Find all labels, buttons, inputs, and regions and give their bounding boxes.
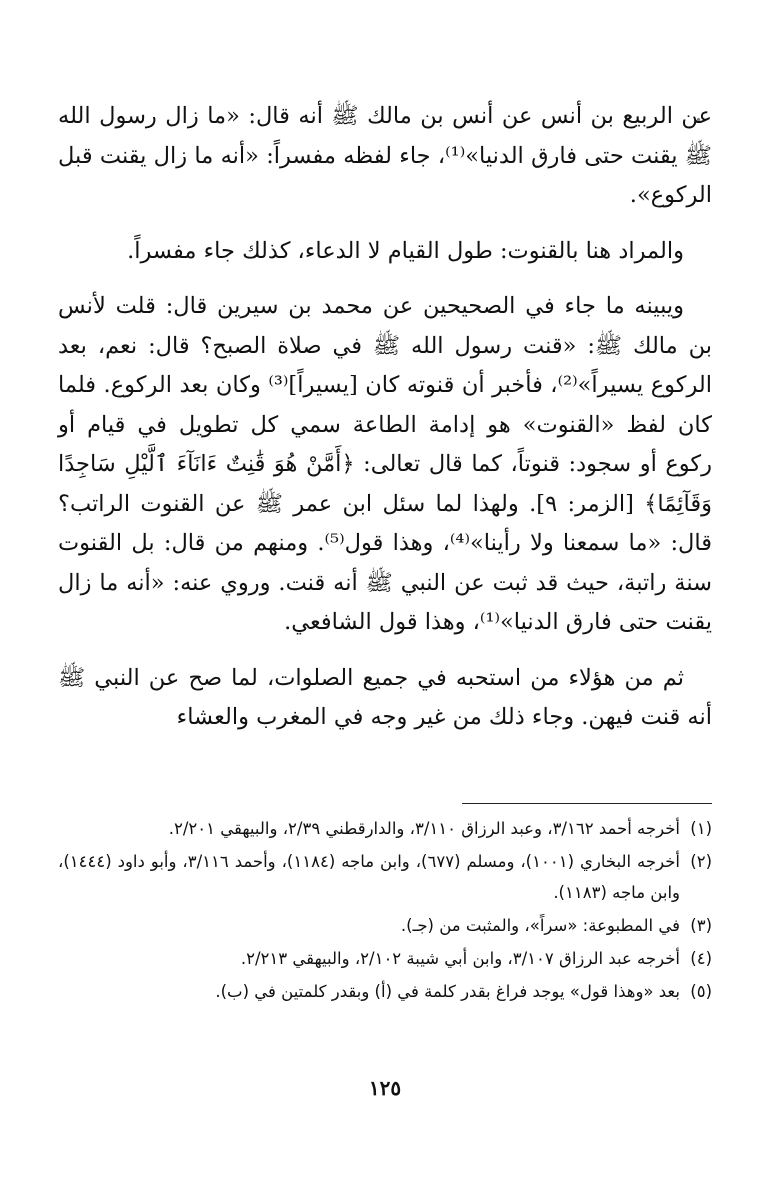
footnote-4 [58, 943, 712, 974]
footnote-text: أخرجه عبد الرزاق ٣/١٠٧، وابن أبي شيبة ٢/١٠٢، والبيهقي ٢/٢١٣. [240, 949, 680, 968]
paragraph-1: عن الربيع بن أنس عن أنس بن مالك ﷺ أنه قال: «ما زال رسول الله ﷺ يقنت حتى فارق الدنيا»⁽¹⁾، جاء لفظه مفسراً: «أنه ما زال يقنت قبل الركوع». [58, 103, 712, 208]
footnote-text: بعد «وهذا قول» يوجد فراغ بقدر كلمة في (أ) وبقدر كلمتين في (ب). [215, 982, 680, 1001]
footnote-text: في المطبوعة: «سراً»، والمثبت من (جـ). [400, 916, 680, 935]
footnote-text: أخرجه البخاري (١٠٠١)، ومسلم (٦٧٧)، وابن ماجه (١١٨٤)، وأحمد ٣/١١٦، وأبو داود (١٤٤٤)، وابن ماجه (١١٨٣). [58, 852, 680, 902]
footnote-number: (١) [690, 819, 712, 838]
footnote-separator [462, 803, 712, 804]
paragraph-3: ويبينه ما جاء في الصحيحين عن محمد بن سيرين قال: قلت لأنس بن مالك ﷺ: «قنت رسول الله ﷺ في صلاة الصبح؟ قال: نعم، بعد الركوع يسيراً»⁽²⁾، فأخبر أن قنوته كان [يسيراً]⁽³⁾ وكان بعد الركوع. فلما كان لفظ «القنوت» هو إدامة الطاعة سمي كل تطويل في قيام أو ركوع أو سجود: قنوتاً، كما قال تعالى: ﴿أَمَّنْ هُوَ قَٰنِتٌ ءَانَآءَ ٱلَّيْلِ سَاجِدًا وَقَآئِمًا﴾ [الزمر: ٩]. ولهذا لما سئل ابن عمر ﷺ عن القنوت الراتب؟ قال: «ما سمعنا ولا رأينا»⁽⁴⁾، وهذا قول⁽⁵⁾. ومنهم من قال: بل القنوت سنة راتبة، حيث قد ثبت عن النبي ﷺ أنه قنت. وروي عنه: «أنه ما زال يقنت حتى فارق الدنيا»⁽¹⁾، وهذا قول الشافعي. [58, 293, 712, 635]
footnote-2 [58, 846, 712, 908]
footnote-text: أخرجه أحمد ٣/١٦٢، وعبد الرزاق ٣/١١٠، والدارقطني ٢/٣٩، والبيهقي ٢/٢٠١. [168, 819, 680, 838]
footnote-number: (٤) [690, 949, 712, 968]
footnote-3 [58, 910, 712, 941]
footnote-number: (٣) [690, 916, 712, 935]
footnotes [58, 813, 712, 1009]
footnote-1 [58, 813, 712, 844]
page-number: ١٢٥ [368, 1076, 402, 1100]
paragraph-2: والمراد هنا بالقنوت: طول القيام لا الدعاء، كذلك جاء مفسراً. [127, 237, 684, 264]
paragraph-4: ثم من هؤلاء من استحبه في جميع الصلوات، لما صح عن النبي ﷺ أنه قنت فيهن. وجاء ذلك من غير وجه في المغرب والعشاء [58, 664, 712, 730]
footnote-5 [58, 976, 712, 1007]
footnote-number: (٥) [690, 982, 712, 1001]
main-text [58, 97, 712, 754]
footnote-number: (٢) [690, 852, 712, 871]
